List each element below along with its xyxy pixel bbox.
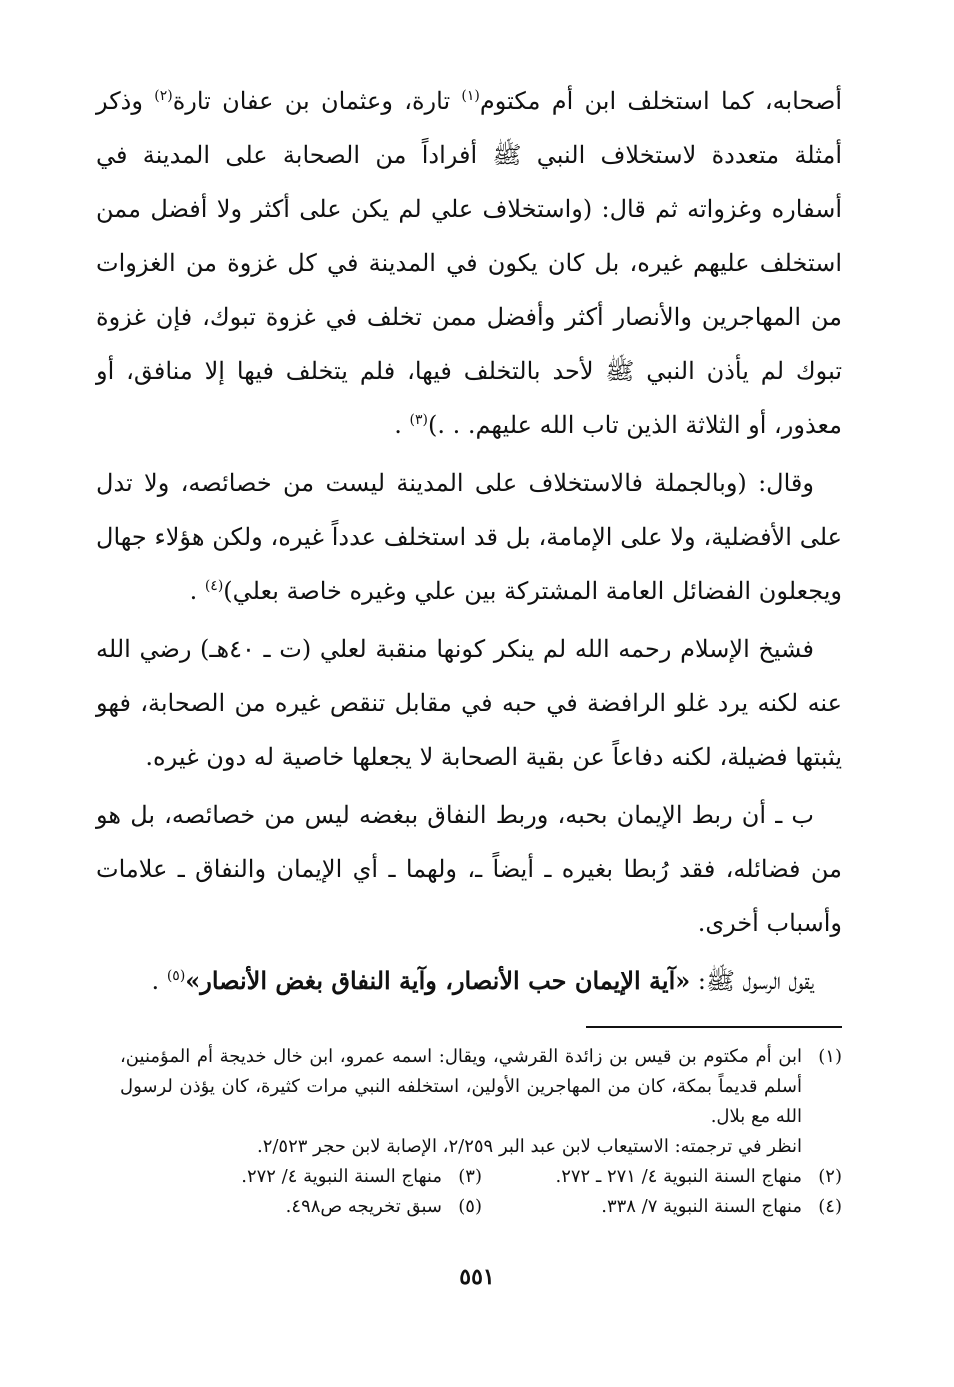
footnote-2-text: منهاج السنة النبوية ٤/ ٢٧١ ـ ٢٧٢. bbox=[555, 1166, 802, 1187]
paragraph-1-part-1: أصحابه، كما استخلف ابن أم مكتوم bbox=[479, 87, 842, 115]
footnote-4-number: (٤) bbox=[818, 1196, 842, 1217]
footnote-5-number: (٥) bbox=[458, 1196, 482, 1217]
paragraph-1-part-3: وذكر أمثلة متعددة لاستخلاف النبي ﷺ أفراداً من الصحابة على المدينة في أسفاره وغزواته ثم قال: (واستخلاف علي لم يكن على أكثر ولا أفضل ممن استخلف عليهم غيره، بل كان يكون في المدينة في كل غزوة من الغزوات من المهاجرين والأنصار أكثر وأفضل ممن تخلف في غزوة تبوك، فإن غزوة تبوك لم يأذن النبي ﷺ لأحد بالتخلف فيها، فلم يتخلف فيها إلا منافق، أو معذور، أو الثلاثة الذين تاب الله عليهم. . .) bbox=[96, 87, 843, 439]
footnote-ref-2[interactable]: (٢) bbox=[154, 88, 173, 104]
paragraph-2 bbox=[96, 456, 842, 618]
paragraph-5-end: . bbox=[151, 967, 167, 995]
footnote-1-reference: انظر في ترجمته: الاستيعاب لابن عبد البر ٢/٢٥٩، الإصابة لابن حجر ٢/٥٢٣. bbox=[256, 1136, 802, 1157]
footnote-5-text: سبق تخريجه ص٤٩٨. bbox=[285, 1196, 442, 1217]
footnote-1 bbox=[120, 1042, 842, 1132]
footnote-3-text: منهاج السنة النبوية ٤/ ٢٧٢. bbox=[241, 1166, 442, 1187]
paragraph-4: ب ـ أن ربط الإيمان بحبه، وربط النفاق ببغضه ليس من خصائصه، بل هو من فضائله، فقد رُبطا بغيره ـ أيضاً ـ، ولهما ـ أي الإيمان والنفاق ـ علامات وأسباب أخرى. bbox=[96, 801, 842, 937]
footnotes bbox=[120, 1042, 842, 1222]
footnote-ref-4[interactable]: (٤) bbox=[204, 578, 224, 594]
footnote-1-number: (١) bbox=[818, 1046, 842, 1067]
paragraph-3: فشيخ الإسلام رحمه الله لم ينكر كونها منقبة لعلي (ت ـ ٤٠هـ) رضي الله عنه لكنه يرد غلو الرافضة في حبه في مقابل تنقص غيره من الصحابة، فهو يثبتها فضيلة، لكنه دفاعاً عن بقية الصحابة لا يجعلها خاصية له دون غيره. bbox=[96, 635, 842, 771]
footnote-divider bbox=[586, 1026, 842, 1028]
footnote-3-number: (٣) bbox=[458, 1166, 482, 1187]
footnote-row-4-5 bbox=[120, 1192, 842, 1222]
paragraph-1-end: . bbox=[394, 411, 410, 439]
footnote-row-2-3 bbox=[120, 1162, 842, 1192]
hadith-quote: «آية الإيمان حب الأنصار، وآية النفاق بغض الأنصار» bbox=[185, 966, 691, 995]
footnote-5 bbox=[122, 1192, 482, 1222]
main-text bbox=[96, 74, 842, 1008]
paragraph-5 bbox=[96, 954, 842, 1008]
footnote-2 bbox=[482, 1162, 842, 1192]
footnote-ref-3[interactable]: (٣) bbox=[409, 412, 428, 428]
page-number: ٥٥١ bbox=[459, 1264, 495, 1290]
footnote-4 bbox=[482, 1192, 842, 1222]
paragraph-1 bbox=[96, 74, 842, 452]
paragraph-5-lead: يقول الرسول ﷺ: bbox=[690, 967, 814, 995]
footnote-ref-5[interactable]: (٥) bbox=[166, 968, 186, 984]
paragraph-2-text: وقال: (وبالجملة فالاستخلاف على المدينة ليست من خصائصه، ولا تدل على الأفضلية، ولا على الإمامة، بل قد استخلف عدداً غيره، ولكن هؤلاء جهال ويجعلون الفضائل العامة المشتركة بين علي وغيره خاصة بعلي) bbox=[96, 469, 842, 605]
footnote-4-text: منهاج السنة النبوية ٧/ ٣٣٨. bbox=[601, 1196, 802, 1217]
footnote-ref-1[interactable]: (١) bbox=[461, 88, 480, 104]
footnote-3 bbox=[122, 1162, 482, 1192]
footnote-1-text: ابن أم مكتوم بن قيس بن زائدة القرشي، ويقال: اسمه عمرو، ابن خال خديجة أم المؤمنين، أسلم قديماً بمكة، كان من المهاجرين الأولين، استخلفه النبي مرات كثيرة، كان يؤذن لرسول الله مع بلال. bbox=[120, 1046, 802, 1127]
paragraph-2-end: . bbox=[189, 577, 205, 605]
paragraph-1-part-2: تارة، وعثمان بن عفان تارة bbox=[172, 87, 462, 115]
footnote-2-number: (٢) bbox=[818, 1166, 842, 1187]
